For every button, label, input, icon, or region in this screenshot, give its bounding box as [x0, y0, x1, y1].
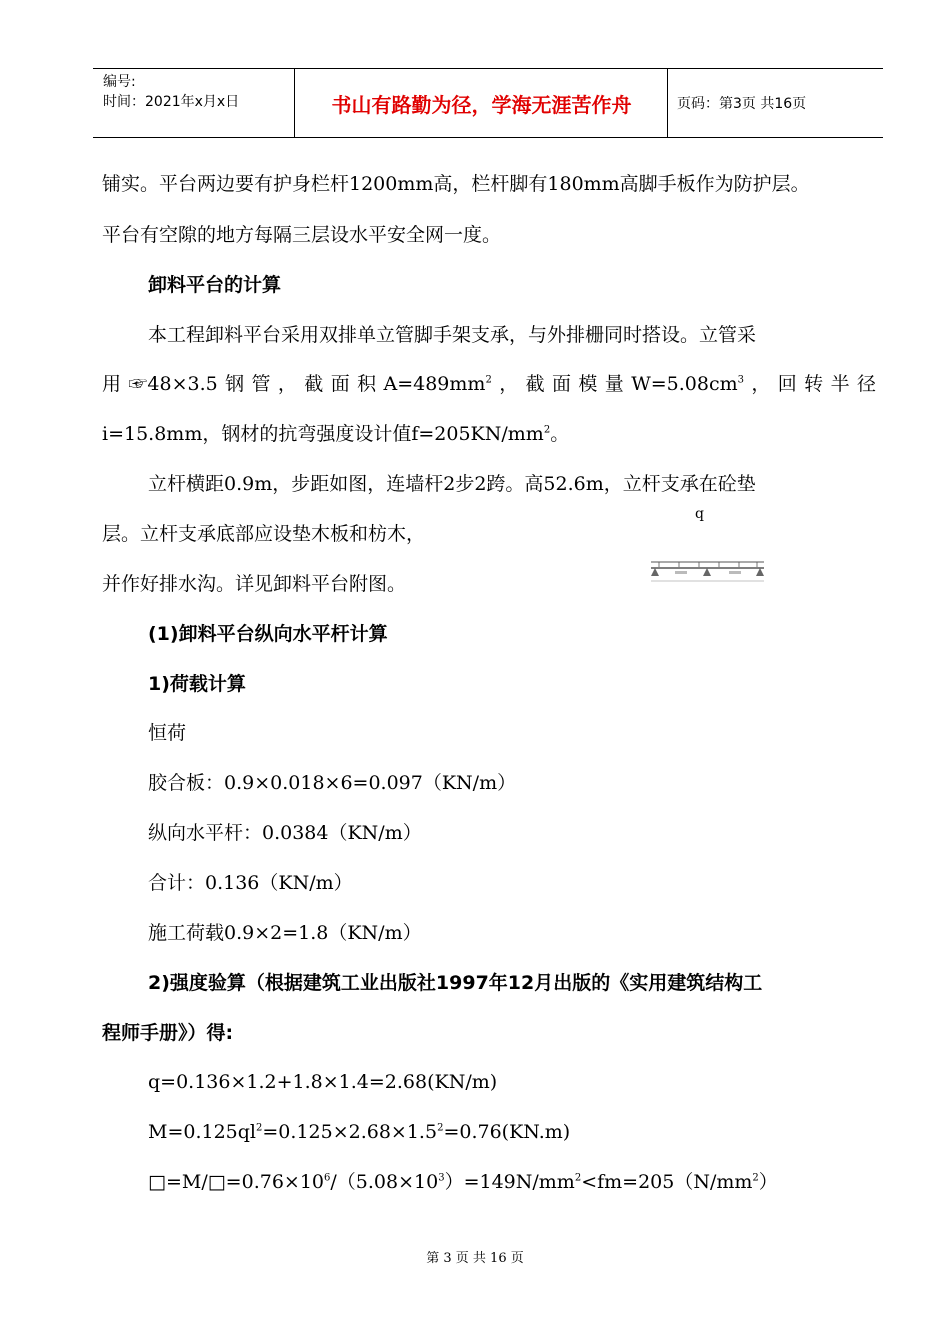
header-left [103, 72, 239, 112]
paragraph-line: 并作好排水沟。详见卸料平台附图。 [102, 573, 407, 595]
header-divider-left [294, 69, 295, 137]
paragraph-line: 平台有空隙的地方每隔三层设水平安全网一度。 [102, 224, 502, 246]
formula-line: 纵向水平杆：0.0384（KN/m） [148, 822, 422, 844]
formula-line: 合计：0.136（KN/m） [148, 872, 353, 894]
paragraph-line: 恒荷 [148, 722, 187, 744]
section-heading: 卸料平台的计算 [148, 274, 282, 296]
paragraph-line: 层。立杆支承底部应设垫木板和枋木， [102, 523, 426, 545]
paragraph-line: 铺实。平台两边要有护身栏杆1200mm高，栏杆脚有180mm高脚手板作为防护层。 [102, 173, 810, 195]
formula-line: $M=0.125ql^2=0.125\times 2.68\times 1.5^2=0.76(KN.m)$ [148, 1121, 571, 1143]
beam-figure-label: q [695, 506, 704, 522]
formula-line: 胶合板：0.9×0.018×6=0.097（KN/m） [148, 772, 517, 794]
page-header [93, 68, 883, 138]
page-footer: 第 3 页 共 16 页 [426, 1251, 524, 1266]
beam-diagram [645, 552, 770, 588]
section-heading: (1)卸料平台纵向水平杆计算 [148, 623, 388, 645]
paragraph-line: i=15.8mm，钢材的抗弯强度设计值$f=205KN/mm^2$。 [102, 423, 570, 445]
section-heading: 程师手册》）得: [102, 1022, 234, 1044]
header-page-info: 页码：第3页 共16页 [677, 96, 807, 112]
section-heading: 1)荷载计算 [148, 673, 246, 695]
formula-line: 施工荷载0.9×2=1.8（KN/m） [148, 922, 422, 944]
time-label: 时间：2021年x月x日 [103, 94, 240, 110]
header-divider-right [667, 69, 668, 137]
header-motto: 书山有路勤为径，学海无涯苦作舟 [331, 92, 632, 117]
paragraph-line: 本工程卸料平台采用双排单立管脚手架支承，与外排栅同时搭设。立管采 [148, 324, 757, 346]
section-heading: 2)强度验算（根据建筑工业出版社1997年12月出版的《实用建筑结构工 [148, 972, 763, 994]
paragraph-line: 用☞48×3.5钢管，截面积$A=489mm^2$，截面模量$W=5.08cm^3$，回转半径 [102, 373, 876, 395]
formula-line: q=0.136×1.2+1.8×1.4=2.68(KN/m) [148, 1071, 498, 1093]
number-label: 编号: [103, 74, 136, 90]
formula-line: $□=M/□=0.76\times 10^6/(5.08\times 10^3)=149N/mm^2<fm=205(N/mm^2)$ [148, 1171, 778, 1193]
paragraph-line: 立杆横距0.9m，步距如图，连墙杆2步2跨。高52.6m，立杆支承在砼垫 [148, 473, 756, 495]
